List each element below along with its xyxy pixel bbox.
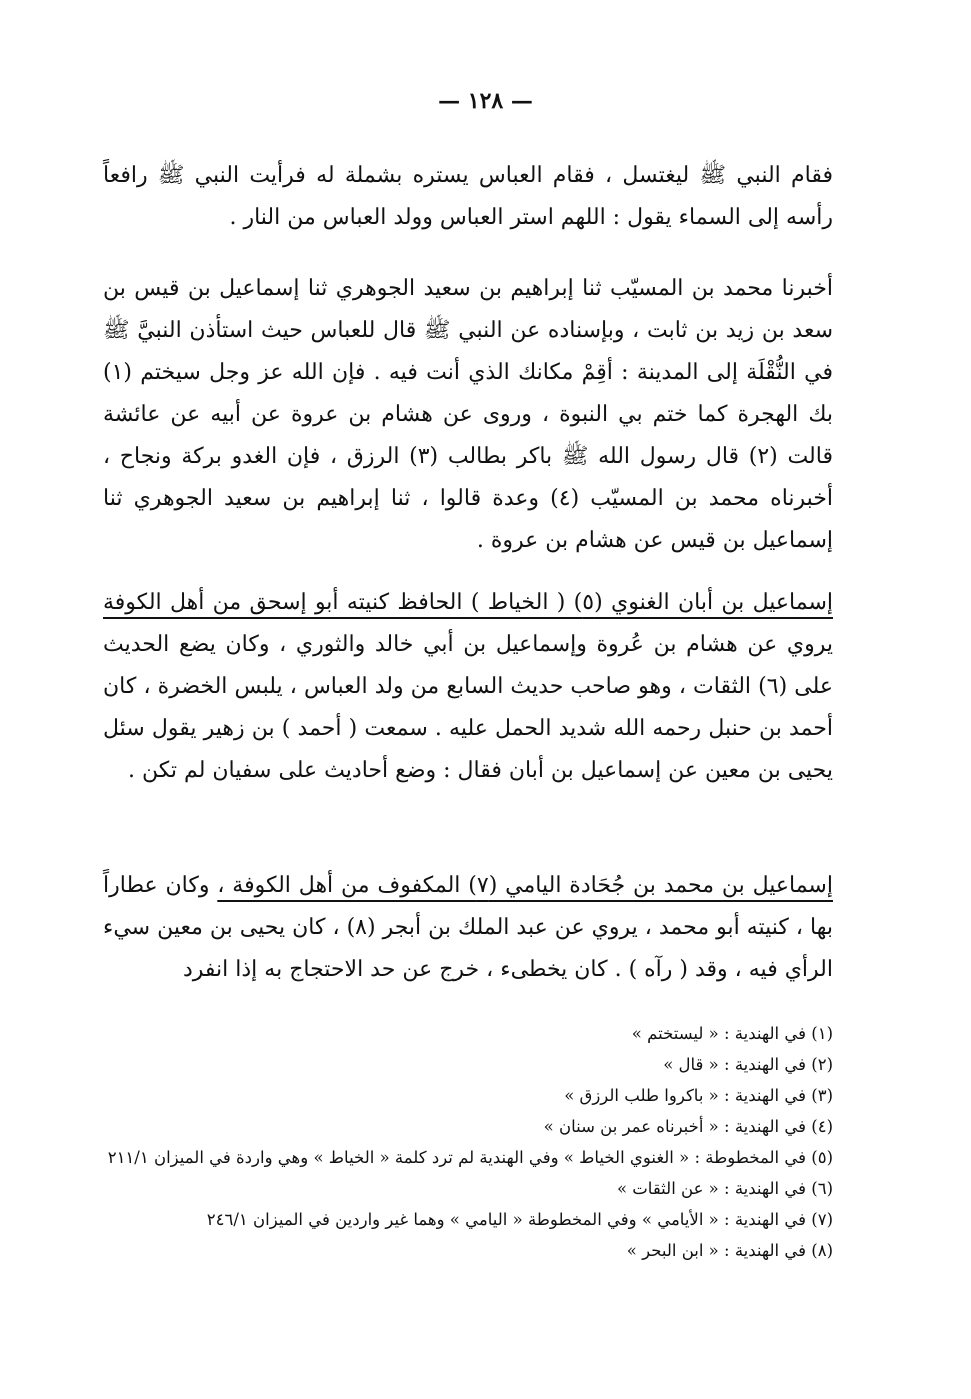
footnote: (٨) في الهندية : « ابن البحر » — [626, 1241, 833, 1260]
entry-ismail-ibn-muhammad-text — [103, 865, 833, 991]
entry-body: وكان عطاراً بها ، كنيته أبو محمد ، يروي عن عبد الملك بن أبجر (٨) ، كان يحيى بن معين سيء الرأي فيه ، وقد ( رآه ) . كان يخطىء ، خرج عن حد الاحتجاج به إذا انفرد — [103, 873, 833, 982]
footnote: (١) في الهندية : « ليستختم » — [631, 1024, 833, 1043]
entry-ismail-ibn-muhammad — [103, 865, 833, 991]
paragraph-2-text: أخبرنا محمد بن المسيّب ثنا إبراهيم بن سعيد الجوهري ثنا إسماعيل بن قيس بن سعد بن زيد بن ثابت ، وبإسناده عن النبي ﷺ قال للعباس حيث استأذن النبيَّ ﷺ في النُّقْلَة إلى المدينة : أقِمْ مكانك الذي أنت فيه . فإن الله عز وجل سيختم (١) بك الهجرة كما ختم بي النبوة ، وروى عن هشام بن عروة عن أبيه عن عائشة قالت (٢) قال رسول الله ﷺ باكر بطالب (٣) الرزق ، فإن الغدو بركة ونجاح ، أخبرناه محمد بن المسيّب (٤) وعدة قالوا ، ثنا إبراهيم بن سعيد الجوهري ثنا إسماعيل بن قيس عن هشام بن عروة . — [103, 276, 834, 553]
footnote: (٥) في المخطوطة : « الغنوي الخياط » وفي الهندية لم ترد كلمة « الخياط » وهي واردة في الميزان ٢١١/١ — [107, 1148, 833, 1167]
entry-heading: إسماعيل بن أبان الغنوي (٥) ( الخياط ) الحافظ كنيته أبو إسحق من أهل الكوفة — [103, 590, 833, 615]
footnote: (٤) في الهندية : « أخبرناه عمر بن سنان » — [543, 1117, 833, 1136]
footnote: (٦) في الهندية : « عن الثقات » — [616, 1179, 833, 1198]
footnote: (٣) في الهندية : « باكروا طلب الرزق » — [564, 1086, 833, 1105]
page-number: — ١٢٨ — — [438, 88, 533, 114]
footnote: (٢) في الهندية : « قال » — [663, 1055, 833, 1074]
paragraph-1-text: فقام النبي ﷺ ليغتسل ، فقام العباس يستره بشملة له فرأيت النبي ﷺ رافعاً رأسه إلى السماء يقول : اللهم استر العباس وولد العباس من النار . — [103, 163, 833, 230]
entry-ismail-ibn-aban-text — [103, 582, 833, 792]
footnote: (٧) في الهندية : « الأيامي » وفي المخطوطة « اليامي » وهما غير واردين في الميزان ٢٤٦/١ — [206, 1210, 833, 1229]
footnotes — [100, 1018, 833, 1266]
paragraph-2 — [103, 268, 833, 562]
paragraph-1 — [103, 155, 833, 239]
entry-body: يروي عن هشام بن عُروة وإسماعيل بن أبي خالد والثوري ، وكان يضع الحديث على (٦) الثقات ، وهو صاحب حديث السابع من ولد العباس ، يلبس الخضرة ، كان أحمد بن حنبل رحمه الله شديد الحمل عليه . سمعت ( أحمد ) بن زهير يقول سئل يحيى بن معين عن إسماعيل بن أبان فقال : وضع أحاديث على سفيان لم تكن . — [103, 632, 834, 783]
entry-ismail-ibn-aban — [103, 582, 833, 792]
entry-heading: إسماعيل بن محمد بن جُحَادة اليامي (٧) المكفوف من أهل الكوفة ، — [217, 873, 833, 898]
